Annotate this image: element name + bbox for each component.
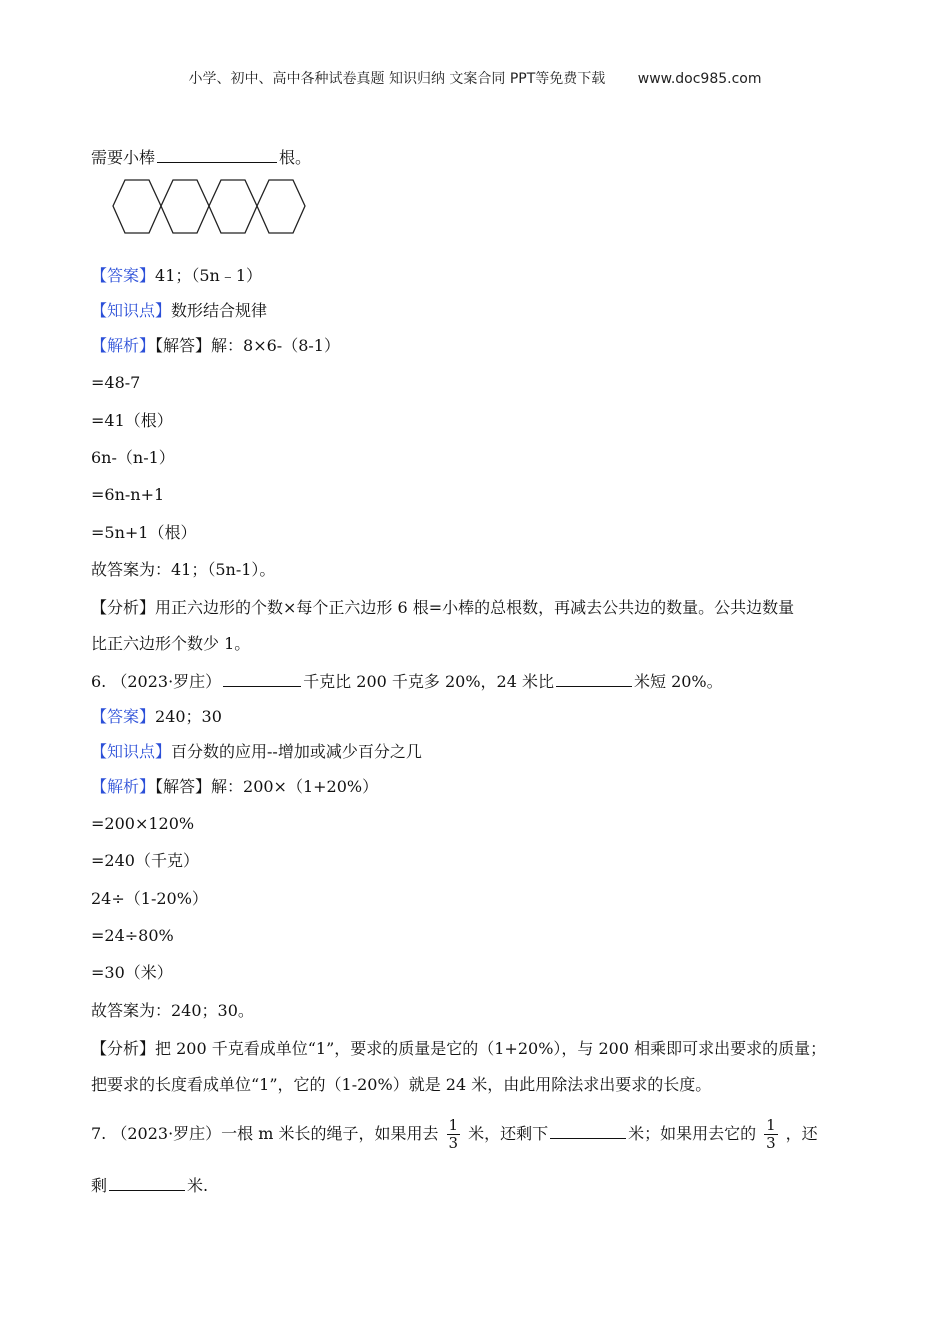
q5-analysis-line2: 比正六边形个数少 1。 [91,634,251,653]
page-header [0,68,950,88]
q5-knowledge-point: 【知识点】数形结合规律 [91,301,268,320]
fraction-one-third: $\frac{1}{3}$ [766,1116,776,1152]
q6-blank-2 [556,670,632,687]
q5-solution: 【解析】【解答】解：8×6-（8-1） [91,336,340,355]
q6-question: 6. （2023·罗庄） 千克比 200 千克多 20%，24 米比 米短 20%。 [91,672,723,691]
q6-conclusion: 故答案为：240；30。 [91,1001,254,1020]
q6-step: =24÷80% [91,926,174,945]
q5-step: 6n-（n-1） [91,448,175,467]
q6-analysis-line2: 把要求的长度看成单位“1”，它的（1-20%）就是 24 米，由此用除法求出要求的长度。 [91,1075,712,1094]
q7-blank-1 [550,1122,626,1139]
q7-question-line1: 7. （2023·罗庄）一根 m 米长的绳子，如果用去 $\frac{1}{3}$ 米，还剩下 米；如果用去它的 $\frac{1}{3}$ ，还 [91,1116,818,1152]
q6-analysis-line1: 【分析】把 200 千克看成单位“1”，要求的质量是它的（1+20%），与 200 相乘即可求出要求的质量； [91,1039,827,1058]
q5-step: =6n-n+1 [91,485,165,504]
hexagon-3 [209,180,257,233]
q5-step: =5n+1（根） [91,523,197,542]
hexagon-2 [161,180,209,233]
q5-answer: 【答案】41；（5n﹣1） [91,266,263,285]
hexagon-chain-figure [111,178,311,238]
q6-answer: 【答案】240；30 [91,707,222,726]
q5-answer-blank [157,146,277,163]
hexagon-4 [257,180,305,233]
q6-step: =200×120% [91,814,195,833]
q6-step: 24÷（1-20%） [91,889,208,908]
q5-step: =48-7 [91,373,141,392]
q7-blank-2 [109,1174,185,1191]
q6-knowledge-point: 【知识点】百分数的应用--增加或减少百分之几 [91,742,422,761]
header-text: 小学、初中、高中各种试卷真题 知识归纳 文案合同 PPT等免费下载 [188,71,606,87]
fraction-one-third: $\frac{1}{3}$ [448,1116,459,1152]
q5-prompt: 需要小棒 根。 [91,148,312,167]
q6-solution: 【解析】【解答】解：200×（1+20%） [91,777,379,796]
q6-step: =240（千克） [91,851,199,870]
q7-question-line2: 剩 米. [91,1176,209,1195]
q5-step: =41（根） [91,411,173,430]
q5-analysis-line1: 【分析】用正六边形的个数×每个正六边形 6 根=小棒的总根数，再减去公共边的数量。公共边数量 [91,598,795,617]
hexagon-1 [113,180,161,233]
q6-step: =30（米） [91,963,173,982]
q6-blank-1 [223,670,301,687]
header-url[interactable]: www.doc985.com [637,71,762,87]
q5-conclusion: 故答案为：41；（5n-1）。 [91,560,276,579]
